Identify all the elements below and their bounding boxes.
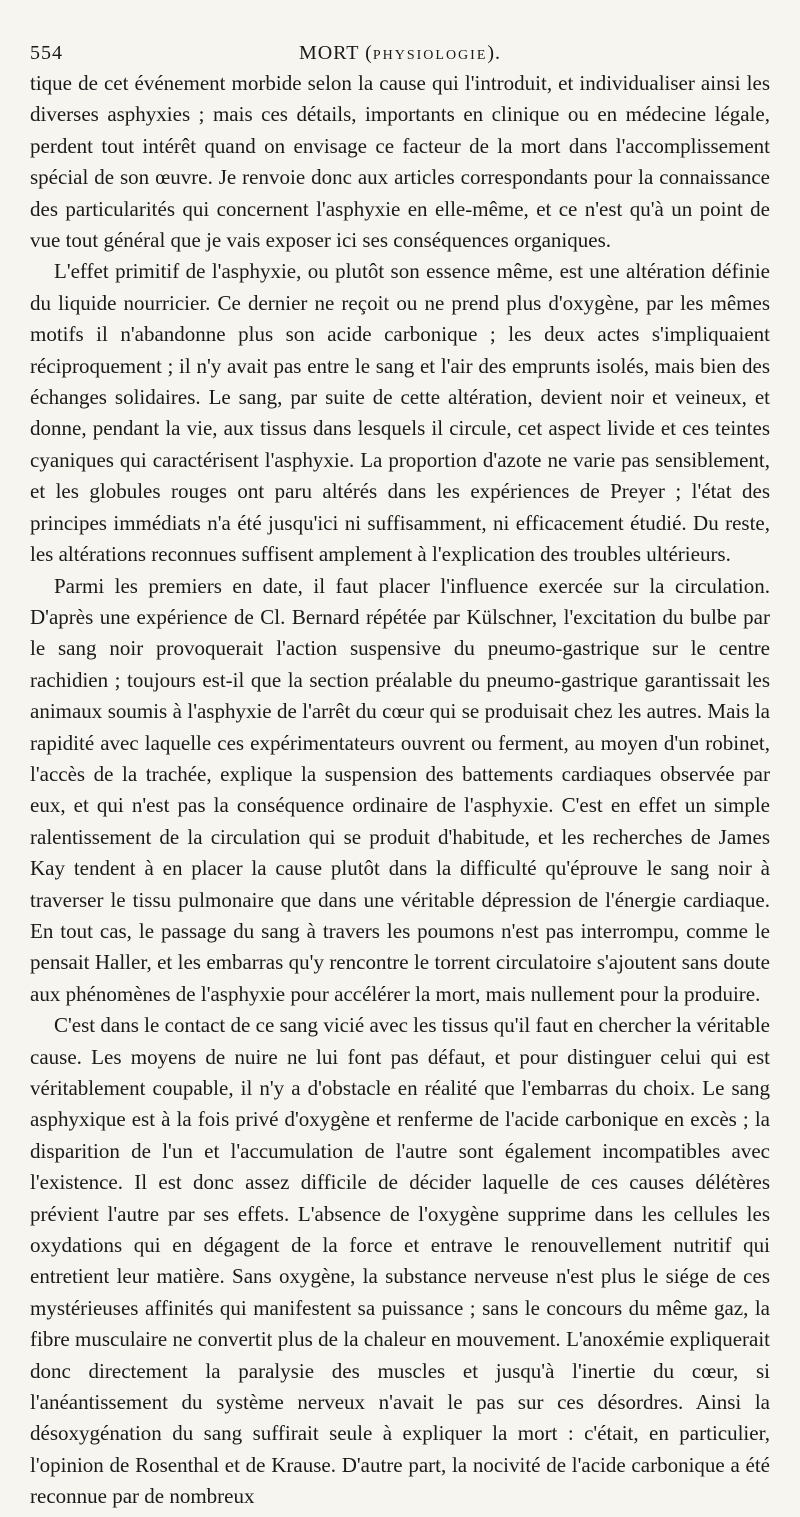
paragraph-circulation: Parmi les premiers en date, il faut placer l'influence exercée sur la circulation. D'après une expérience de Cl. Bernard répétée par Külschner, l'excitation du bulbe par le sang noir provoquerait l'action suspensive du pneumo-gastrique sur le centre rachidien ; toujours est-il que la section préalable du pneumo-gastrique garantissait les animaux soumis à l'asphyxie de l'arrêt du cœur qui se produisait chez les autres. Mais la rapidité avec laquelle ces expérimentateurs ouvrent ou ferment, au moyen d'un robinet, l'accès de la trachée, explique la suspension des battements cardiaques observée par eux, et qui n'est pas la conséquence ordinaire de l'asphyxie. C'est en effet un simple ralentissement de la circulation qui se produit d'habitude, et les recherches de James Kay tendent à en placer la cause plutôt dans la difficulté qu'éprouve le sang noir à traverser le tissu pulmonaire que dans une véritable dépression de l'énergie cardiaque. En tout cas, le passage du sang à travers les poumons n'est pas interrompu, comme le pensait Haller, et les embarras qu'y rencontre le torrent circulatoire s'ajoutent sans doute aux phénomènes de l'asphyxie pour accélérer la mort, mais nullement pour la produire. [30, 573, 770, 1006]
paragraph-continued: tique de cet événement morbide selon la cause qui l'introduit, et individualiser ainsi les diverses asphyxies ; mais ces détails, importants en clinique ou en médecine légale, perdent tout intérêt quand on envisage ce facteur de la mort dans l'accomplissement spécial de son œuvre. Je renvoie donc aux articles correspondants pour la connaissance des particularités qui concernent l'asphyxie en elle-même, et ce n'est qu'à un point de vue tout général que je vais exposer ici ses conséquences organiques. [30, 71, 770, 253]
paragraph-blood-alteration: L'effet primitif de l'asphyxie, ou plutôt son essence même, est une altération définie du liquide nourricier. Ce dernier ne reçoit ou ne prend plus d'oxygène, par les mêmes motifs il n'abandonne plus son acide carbonique ; les deux actes s'impliquaient réciproquement ; il n'y avait pas entre le sang et l'air des emprunts isolés, mais bien des échanges solidaires. Le sang, par suite de cette altération, devient noir et veineux, et donne, pendant la vie, aux tissus dans lesquels il circule, cet aspect livide et ces teintes cyaniques qui caractérisent l'asphyxie. La proportion d'azote ne varie pas sensiblement, et les globules rouges ont paru altérés dans les expériences de Preyer ; l'état des principes immédiats n'a été jusqu'ici ni suffisamment, ni efficacement étudié. Du reste, les altérations reconnues suffisent amplement à l'explication des troubles ultérieurs. [30, 259, 770, 567]
running-title [30, 42, 770, 65]
book-page [30, 28, 770, 1513]
running-title-subject: PHYSIOLOGIE [372, 48, 488, 63]
running-title-end: ). [487, 42, 502, 64]
page-number: 554 [30, 42, 63, 64]
paragraph-true-cause: C'est dans le contact de ce sang vicié avec les tissus qu'il faut en chercher la véritable cause. Les moyens de nuire ne lui font pas défaut, et pour distinguer celui qui est véritablement coupable, il n'y a d'obstacle en réalité que l'embarras du choix. Le sang asphyxique est à la fois privé d'oxygène et renferme de l'acide carbonique en excès ; la disparition de l'un et l'accumulation de l'autre sont également incompatibles avec l'existence. Il est donc assez difficile de décider laquelle de ces causes délétères prévient l'autre par ses effets. L'absence de l'oxygène supprime dans les cellules les oxydations qui en dégagent de la force et entrave le renouvellement nutritif qui entretient leur matière. Sans oxygène, la substance nerveuse n'est plus le siége de ces mystérieuses affinités qui manifestent sa puissance ; sans le concours du même gaz, la fibre musculaire ne convertit plus de la chaleur en mouvement. L'anoxémie expliquerait donc directement la paralysie des muscles et jusqu'à l'inertie du cœur, si l'anéantissement du système nerveux n'avait le pas sur ces désordres. Ainsi la désoxygénation du sang suffirait seule à expliquer la mort : c'était, en particulier, l'opinion de Rosenthal et de Krause. D'autre part, la nocivité de l'acide carbonique a été reconnue par de nombreux [30, 1013, 770, 1509]
running-title-main: MORT ( [298, 42, 373, 64]
running-header [30, 28, 770, 68]
